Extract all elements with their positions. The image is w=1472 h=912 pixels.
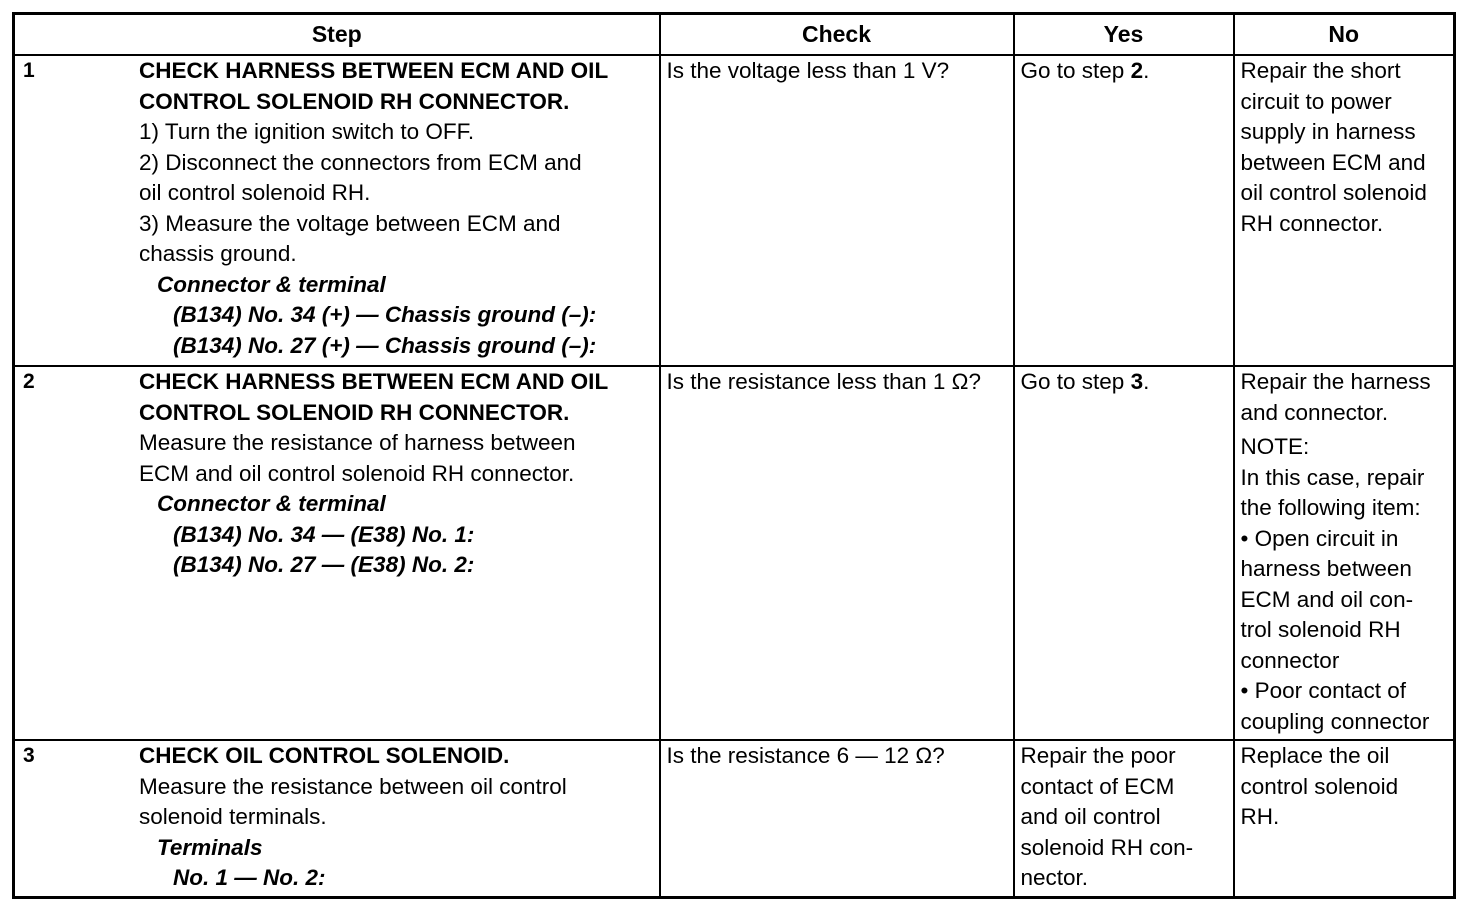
step-number: 1: [23, 59, 35, 83]
note-line: connector: [1240, 647, 1340, 673]
step-cell: [14, 740, 660, 897]
no-line: Repair the harness: [1240, 369, 1431, 395]
no-line: RH connector.: [1240, 210, 1384, 236]
no-cell: [1234, 55, 1455, 366]
note-line: ECM and oil con-: [1240, 586, 1414, 612]
check-cell: [660, 55, 1014, 366]
note-line: trol solenoid RH: [1240, 617, 1401, 643]
step-text-line: oil control solenoid RH.: [139, 180, 371, 206]
step-text-line: chassis ground.: [139, 241, 297, 267]
check-cell: [660, 366, 1014, 740]
header-step: Step: [14, 14, 660, 56]
yes-text: [1021, 56, 1228, 87]
step-body: [139, 367, 654, 581]
yes-line: solenoid RH con-: [1020, 834, 1194, 860]
yes-suffix: .: [1143, 369, 1150, 395]
step-title-line: CHECK OIL CONTROL SOLENOID.: [139, 743, 510, 769]
spec-title: Connector & terminal: [157, 271, 386, 297]
no-line: control solenoid: [1240, 773, 1399, 799]
table-row: [14, 55, 1455, 366]
step-title-line: CHECK HARNESS BETWEEN ECM AND OIL: [139, 369, 609, 395]
yes-line: Repair the poor: [1020, 743, 1176, 769]
yes-text: [1021, 367, 1228, 398]
step-number: 2: [23, 370, 35, 394]
yes-line: contact of ECM: [1020, 773, 1175, 799]
diagnostic-table: [12, 12, 1456, 899]
note-line: the following item:: [1240, 495, 1421, 521]
step-text-line: Measure the resistance between oil control: [139, 773, 567, 799]
no-line: between ECM and: [1240, 149, 1426, 175]
note-label: NOTE:: [1240, 434, 1310, 460]
spec-title: Terminals: [157, 834, 263, 860]
yes-step-ref: 2: [1130, 58, 1144, 84]
note-line: • Poor contact of: [1240, 678, 1406, 704]
step-title-line: CONTROL SOLENOID RH CONNECTOR.: [139, 399, 570, 425]
step-title-line: CHECK HARNESS BETWEEN ECM AND OIL: [139, 58, 609, 84]
header-no: No: [1234, 14, 1455, 56]
note-line: In this case, repair: [1240, 464, 1425, 490]
check-cell: [660, 740, 1014, 897]
no-line: and connector.: [1240, 399, 1389, 425]
yes-prefix: Go to step: [1020, 58, 1131, 84]
no-line: circuit to power: [1240, 88, 1392, 114]
yes-cell: [1014, 366, 1234, 740]
yes-suffix: .: [1143, 58, 1150, 84]
check-text: Is the voltage less than 1 V?: [666, 58, 950, 84]
table-row: [14, 740, 1455, 897]
step-text-line: 1) Turn the ignition switch to OFF.: [139, 119, 475, 145]
yes-step-ref: 3: [1130, 369, 1144, 395]
step-body: [139, 56, 654, 361]
step-text-line: solenoid terminals.: [139, 804, 327, 830]
note-line: • Open circuit in: [1240, 525, 1399, 551]
spec-line: (B134) No. 34 — (E38) No. 1:: [173, 521, 475, 547]
yes-cell: [1014, 55, 1234, 366]
check-text: Is the resistance 6 — 12 Ω?: [666, 743, 945, 769]
step-number: 3: [23, 744, 35, 768]
step-text-line: Measure the resistance of harness between: [139, 430, 576, 456]
spec-title: Connector & terminal: [157, 491, 386, 517]
no-cell: [1234, 366, 1455, 740]
step-cell: [14, 366, 660, 740]
no-line: RH.: [1240, 804, 1280, 830]
step-cell: [14, 55, 660, 366]
table-row: [14, 366, 1455, 740]
step-text-line: 3) Measure the voltage between ECM and: [139, 210, 561, 236]
spec-line: No. 1 — No. 2:: [173, 865, 326, 891]
step-text-line: ECM and oil control solenoid RH connector.: [139, 460, 575, 486]
step-text-line: 2) Disconnect the connectors from ECM and: [139, 149, 582, 175]
note-line: coupling connector: [1240, 708, 1430, 734]
yes-line: nector.: [1020, 865, 1089, 891]
spec-line: (B134) No. 34 (+) — Chassis ground (–):: [173, 302, 597, 328]
spec-line: (B134) No. 27 — (E38) No. 2:: [173, 552, 475, 578]
step-title-line: CONTROL SOLENOID RH CONNECTOR.: [139, 88, 570, 114]
step-body: [139, 741, 654, 894]
no-line: Replace the oil: [1240, 743, 1390, 769]
no-line: Repair the short: [1240, 58, 1401, 84]
yes-cell: [1014, 740, 1234, 897]
yes-line: and oil control: [1020, 804, 1161, 830]
header-row: [14, 14, 1455, 56]
note-line: harness between: [1240, 556, 1412, 582]
header-yes: Yes: [1014, 14, 1234, 56]
header-check: Check: [660, 14, 1014, 56]
check-text: Is the resistance less than 1 Ω?: [666, 369, 981, 395]
no-line: oil control solenoid: [1240, 180, 1427, 206]
yes-prefix: Go to step: [1020, 369, 1131, 395]
no-cell: [1234, 740, 1455, 897]
no-line: supply in harness: [1240, 119, 1416, 145]
spec-line: (B134) No. 27 (+) — Chassis ground (–):: [173, 332, 597, 358]
